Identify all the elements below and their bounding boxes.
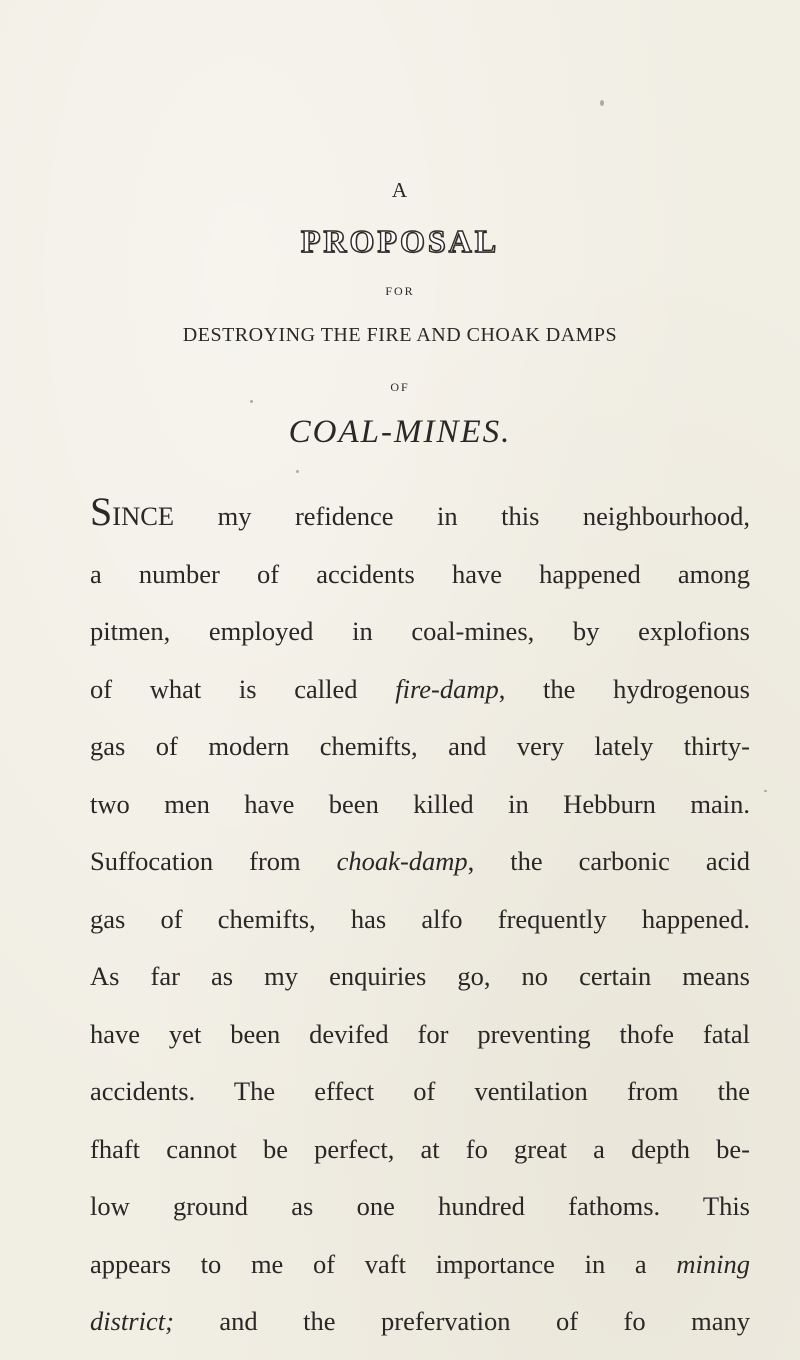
title-article: A <box>391 178 409 202</box>
text-line <box>90 488 750 546</box>
text-run: INCE my refidence in this neighbourhood, <box>112 501 750 531</box>
text-line: two men have been killed in Hebburn main. <box>90 788 750 819</box>
text-run: and the prefervation of fo many <box>173 1306 750 1336</box>
text-run: , the hydrogenous <box>498 673 750 704</box>
italic-term: choak-damp <box>336 846 468 876</box>
text-line: pitmen, employed in coal-mines, by explofions <box>90 616 750 646</box>
text-run: appears to me of vaft importance in a <box>90 1248 647 1279</box>
text-line: gas of modern chemifts, and very lately thirty- <box>90 731 750 761</box>
text-run: of what is called <box>90 673 358 704</box>
text-line <box>90 1293 750 1351</box>
text-line: have yet been devifed for preventing thofe fatal <box>90 1018 750 1049</box>
italic-term: mining <box>676 1248 750 1279</box>
title-proposal: PROPOSAL <box>300 223 500 259</box>
title-subject: DESTROYING THE FIRE AND CHOAK DAMPS <box>182 324 618 346</box>
title-coal-mines: COAL-MINES. <box>288 414 512 450</box>
text-line: gas of chemifts, has alfo frequently happened. <box>90 903 750 934</box>
italic-term: district; <box>90 1306 174 1336</box>
text-line: low ground as one hundred fathoms. This <box>90 1191 750 1221</box>
text-line: accidents. The effect of ventilation from the <box>90 1076 750 1106</box>
italic-term: fire-damp <box>395 673 499 704</box>
text-line <box>90 1236 750 1294</box>
paper-speck <box>600 100 604 106</box>
title-for: FOR <box>385 284 415 298</box>
text-line: a number of accidents have happened among <box>90 558 750 589</box>
text-line <box>90 661 750 719</box>
body-paragraph <box>90 488 750 1351</box>
drop-cap: S <box>90 489 113 534</box>
paper-speck <box>764 790 767 792</box>
text-run: , the carbonic acid <box>467 846 751 876</box>
text-line: As far as my enquiries go, no certain means <box>90 961 750 991</box>
paper-speck <box>296 470 299 473</box>
paper-speck <box>250 400 253 403</box>
text-run: Suffocation from <box>90 846 301 876</box>
text-line <box>90 833 750 891</box>
text-line: fhaft cannot be perfect, at fo great a depth be- <box>90 1133 750 1164</box>
title-of: OF <box>390 380 410 394</box>
